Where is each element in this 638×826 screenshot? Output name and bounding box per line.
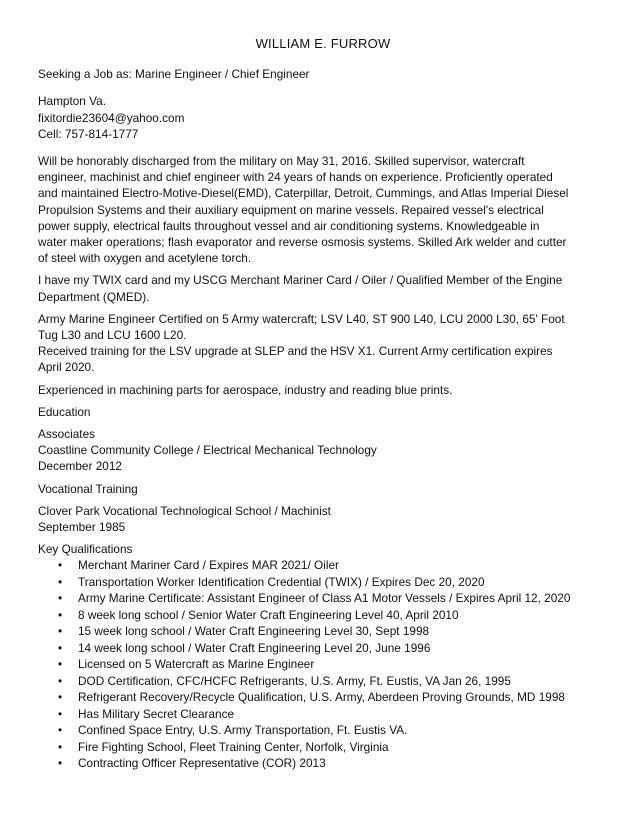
- bullet-icon: •: [58, 607, 63, 622]
- qualification-text: Transportation Worker Identification Credential (TWIX) / Expires Dec 20, 2020: [78, 574, 485, 589]
- email: fixitordie23604@yahoo.com: [38, 110, 185, 125]
- qualification-text: 8 week long school / Senior Water Craft Engineering Level 40, April 2010: [78, 607, 459, 622]
- qualifications-heading: Key Qualifications: [38, 542, 133, 557]
- summary-line: power supply, electrical faults throughout vessel and air conditioning systems. Knowledgeable in: [38, 218, 540, 233]
- bullet-icon: •: [58, 591, 63, 606]
- army-paragraph: [38, 311, 608, 376]
- summary-line: engineer, machinist and chief engineer with 24 years of hands on experience. Proficiently operated: [38, 170, 553, 185]
- list-item: [38, 574, 608, 591]
- summary-line: Propulsion Systems and their auxiliary equipment on marine vessels. Repaired vessel's electrical: [38, 202, 544, 217]
- list-item: [38, 623, 608, 640]
- army-line: Received training for the LSV upgrade at SLEP and the HSV X1. Current Army certification expires: [38, 344, 553, 359]
- qualification-text: Confined Space Entry, U.S. Army Transportation, Ft. Eustis VA.: [78, 723, 408, 738]
- location: Hampton Va.: [38, 94, 106, 109]
- cell-phone: Cell: 757-814-1777: [38, 126, 139, 141]
- qualifications-section: [38, 541, 608, 772]
- summary-line: and maintained Electro-Motive-Diesel(EMD), Caterpillar, Detroit, Cummings, and Atlas Imperial Diesel: [38, 186, 569, 201]
- qualification-text: Army Marine Certificate: Assistant Engineer of Class A1 Motor Vessels / Expires April 12, 2020: [78, 591, 571, 606]
- bullet-icon: •: [58, 723, 63, 738]
- bullet-icon: •: [58, 574, 63, 589]
- objective: Seeking a Job as: Marine Engineer / Chief Engineer: [38, 67, 310, 82]
- twix-line: Department (QMED).: [38, 289, 150, 304]
- qualification-text: Refrigerant Recovery/Recycle Qualification, U.S. Army, Aberdeen Proving Grounds, MD 1998: [78, 690, 565, 705]
- bullet-icon: •: [58, 657, 63, 672]
- vocational-school: Clover Park Vocational Technological School / Machinist: [38, 503, 331, 518]
- bullet-icon: •: [58, 706, 63, 721]
- list-item: [38, 739, 608, 756]
- army-line: Tug L30 and LCU 1600 L20.: [38, 328, 187, 343]
- resume-name: WILLIAM E. FURROW: [255, 36, 391, 51]
- summary-line: water maker operations; flash evaporator and reverse osmosis systems. Skilled Ark welder and cutter: [38, 235, 567, 250]
- list-item: [38, 656, 608, 673]
- vocational-heading: Vocational Training: [38, 481, 138, 496]
- summary-line: Will be honorably discharged from the military on May 31, 2016. Skilled supervisor, watercraft: [38, 154, 525, 169]
- bullet-icon: •: [58, 640, 63, 655]
- qualification-text: Fire Fighting School, Fleet Training Center, Norfolk, Virginia: [78, 739, 389, 754]
- bullet-icon: •: [58, 739, 63, 754]
- twix-line: I have my TWIX card and my USCG Merchant Mariner Card / Oiler / Qualified Member of the Engine: [38, 273, 563, 288]
- resume-page: [38, 36, 608, 772]
- qualification-text: DOD Certification, CFC/HCFC Refrigerants, U.S. Army, Ft. Eustis, VA Jan 26, 1995: [78, 673, 511, 688]
- list-item: [38, 673, 608, 690]
- list-item: [38, 607, 608, 624]
- list-item: [38, 689, 608, 706]
- bullet-icon: •: [58, 624, 63, 639]
- list-item: [38, 706, 608, 723]
- bullet-icon: •: [58, 690, 63, 705]
- summary-paragraph: [38, 153, 608, 266]
- qualification-text: Has Military Secret Clearance: [78, 706, 235, 721]
- qualification-text: 15 week long school / Water Craft Engineering Level 30, Sept 1998: [78, 624, 430, 639]
- qualification-text: Licensed on 5 Watercraft as Marine Engineer: [78, 657, 315, 672]
- list-item: [38, 557, 608, 574]
- qualification-text: Merchant Mariner Card / Expires MAR 2021/ Oiler: [78, 558, 339, 573]
- associates-date: December 2012: [38, 459, 122, 474]
- army-line: April 2020.: [38, 360, 95, 375]
- qualification-text: 14 week long school / Water Craft Engineering Level 20, June 1996: [78, 640, 431, 655]
- vocational-block: [38, 503, 608, 535]
- bullet-icon: •: [58, 558, 63, 573]
- qualifications-list: [38, 557, 608, 772]
- twix-paragraph: [38, 272, 608, 304]
- associates-block: [38, 426, 608, 475]
- contact-block: [38, 93, 608, 142]
- vocational-date: September 1985: [38, 520, 126, 535]
- list-item: [38, 755, 608, 772]
- list-item: [38, 722, 608, 739]
- list-item: [38, 640, 608, 657]
- associates-heading: Associates: [38, 427, 96, 442]
- qualification-text: Contracting Officer Representative (COR) 2013: [78, 756, 326, 771]
- army-line: Army Marine Engineer Certified on 5 Army watercraft; LSV L40, ST 900 L40, LCU 2000 L30, 65' Foot: [38, 311, 565, 326]
- associates-school: Coastline Community College / Electrical Mechanical Technology: [38, 443, 377, 458]
- education-heading: Education: [38, 404, 91, 419]
- summary-line: of steel with oxygen and acetylene torch.: [38, 251, 252, 266]
- bullet-icon: •: [58, 673, 63, 688]
- bullet-icon: •: [58, 756, 63, 771]
- list-item: [38, 590, 608, 607]
- machining-paragraph: Experienced in machining parts for aerospace, industry and reading blue prints.: [38, 382, 453, 397]
